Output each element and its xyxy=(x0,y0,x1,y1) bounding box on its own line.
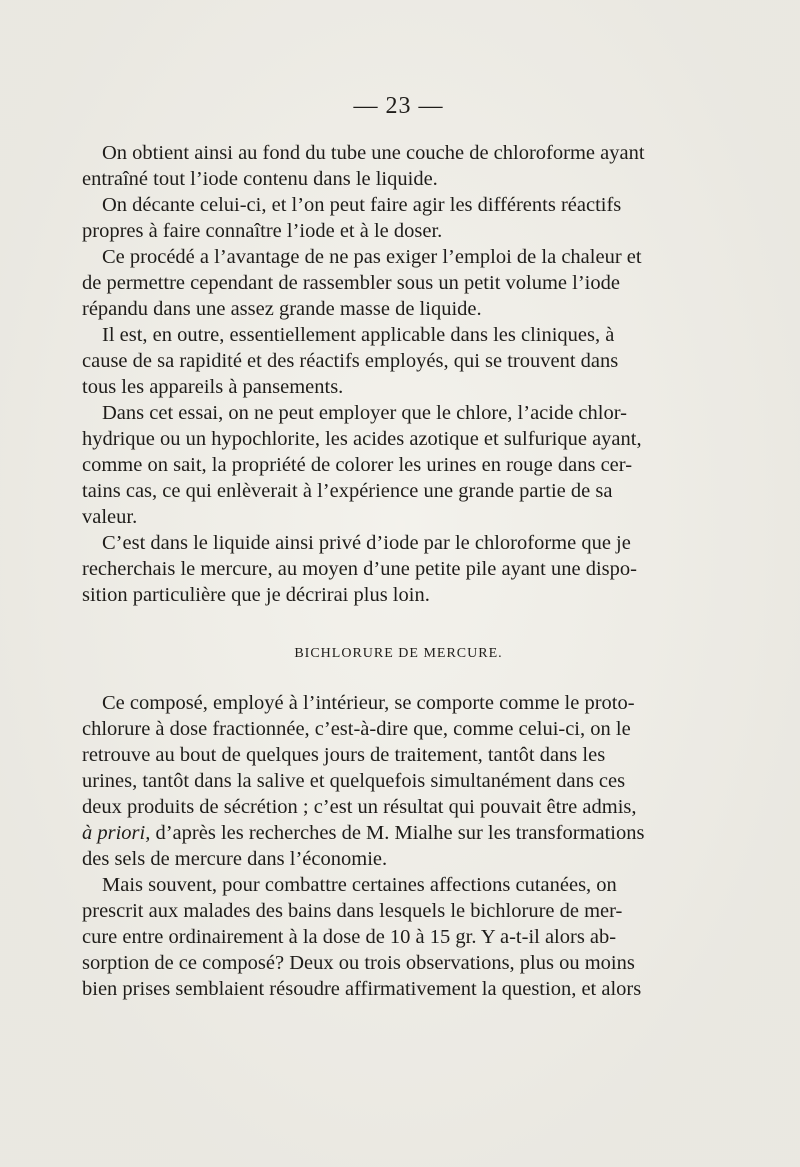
paragraph-6-line-3: sition particulière que je décrirai plus loin. xyxy=(82,584,430,606)
paragraph-5-line-2: hydrique ou un hypochlorite, les acides azotique et sulfurique ayant, xyxy=(82,428,642,450)
paragraph-8-line-1: Mais souvent, pour combattre certaines affections cutanées, on xyxy=(102,874,617,896)
paragraph-3-line-1: Ce procédé a l’avantage de ne pas exiger l’emploi de la chaleur et xyxy=(102,246,642,268)
page-number: — 23 — xyxy=(353,93,444,119)
paragraph-6-line-1: C’est dans le liquide ainsi privé d’iode par le chloroforme que je xyxy=(102,532,631,554)
paragraph-4-line-1: Il est, en outre, essentiellement applicable dans les cliniques, à xyxy=(102,324,615,346)
paragraph-1-line-2: entraîné tout l’iode contenu dans le liquide. xyxy=(82,168,438,190)
paragraph-7-line-6 xyxy=(82,820,715,846)
paragraph-5-line-4: tains cas, ce qui enlèverait à l’expérience une grande partie de sa xyxy=(82,480,613,502)
paragraph-1-line-1: On obtient ainsi au fond du tube une couche de chloroforme ayant xyxy=(102,142,645,164)
paragraph-6 xyxy=(82,530,715,608)
paragraph-5-line-5: valeur. xyxy=(82,506,138,528)
paragraph-8 xyxy=(82,872,715,1002)
paragraph-8-line-5: bien prises semblaient résoudre affirmativement la question, et alors xyxy=(82,978,642,1000)
paragraph-6-line-2: recherchais le mercure, au moyen d’une petite pile ayant une dispo- xyxy=(82,558,637,580)
paragraph-2-line-2: propres à faire connaître l’iode et à le doser. xyxy=(82,220,443,242)
paragraph-8-line-3: cure entre ordinairement à la dose de 10 à 15 gr. Y a-t-il alors ab- xyxy=(82,926,617,948)
paragraph-4-line-3: tous les appareils à pansements. xyxy=(82,376,344,398)
paragraph-5 xyxy=(82,400,715,530)
paragraph-1 xyxy=(82,140,715,192)
paragraph-8-line-2: prescrit aux malades des bains dans lesquels le bichlorure de mer- xyxy=(82,900,623,922)
paragraph-7-line-5: deux produits de sécrétion ; c’est un résultat qui pouvait être admis, xyxy=(82,796,637,818)
paragraph-7 xyxy=(82,690,715,872)
section-heading: BICHLORURE DE MERCURE. xyxy=(294,646,503,661)
paragraph-4-line-2: cause de sa rapidité et des réactifs employés, qui se trouvent dans xyxy=(82,350,619,372)
paragraph-7-line-7: des sels de mercure dans l’économie. xyxy=(82,848,388,870)
paragraph-5-line-1: Dans cet essai, on ne peut employer que le chlore, l’acide chlor- xyxy=(102,402,627,424)
latin-phrase: à priori, xyxy=(82,822,151,844)
paragraph-3 xyxy=(82,244,715,322)
paragraph-3-line-2: de permettre cependant de rassembler sous un petit volume l’iode xyxy=(82,272,620,294)
paragraph-4 xyxy=(82,322,715,400)
paragraph-7-line-2: chlorure à dose fractionnée, c’est-à-dire que, comme celui-ci, on le xyxy=(82,718,631,740)
paragraph-5-line-3: comme on sait, la propriété de colorer les urines en rouge dans cer- xyxy=(82,454,633,476)
paragraph-8-line-4: sorption de ce composé? Deux ou trois observations, plus ou moins xyxy=(82,952,635,974)
paragraph-2-line-1: On décante celui-ci, et l’on peut faire agir les différents réactifs xyxy=(102,194,622,216)
paragraph-7-line-3: retrouve au bout de quelques jours de traitement, tantôt dans les xyxy=(82,744,606,766)
paragraph-2 xyxy=(82,192,715,244)
paragraph-7-line-6-rest: d’après les recherches de M. Mialhe sur les transformations xyxy=(150,822,645,844)
paragraph-7-line-1: Ce composé, employé à l’intérieur, se comporte comme le proto- xyxy=(102,692,635,714)
paragraph-7-line-4: urines, tantôt dans la salive et quelquefois simultanément dans ces xyxy=(82,770,626,792)
paragraph-3-line-3: répandu dans une assez grande masse de liquide. xyxy=(82,298,482,320)
